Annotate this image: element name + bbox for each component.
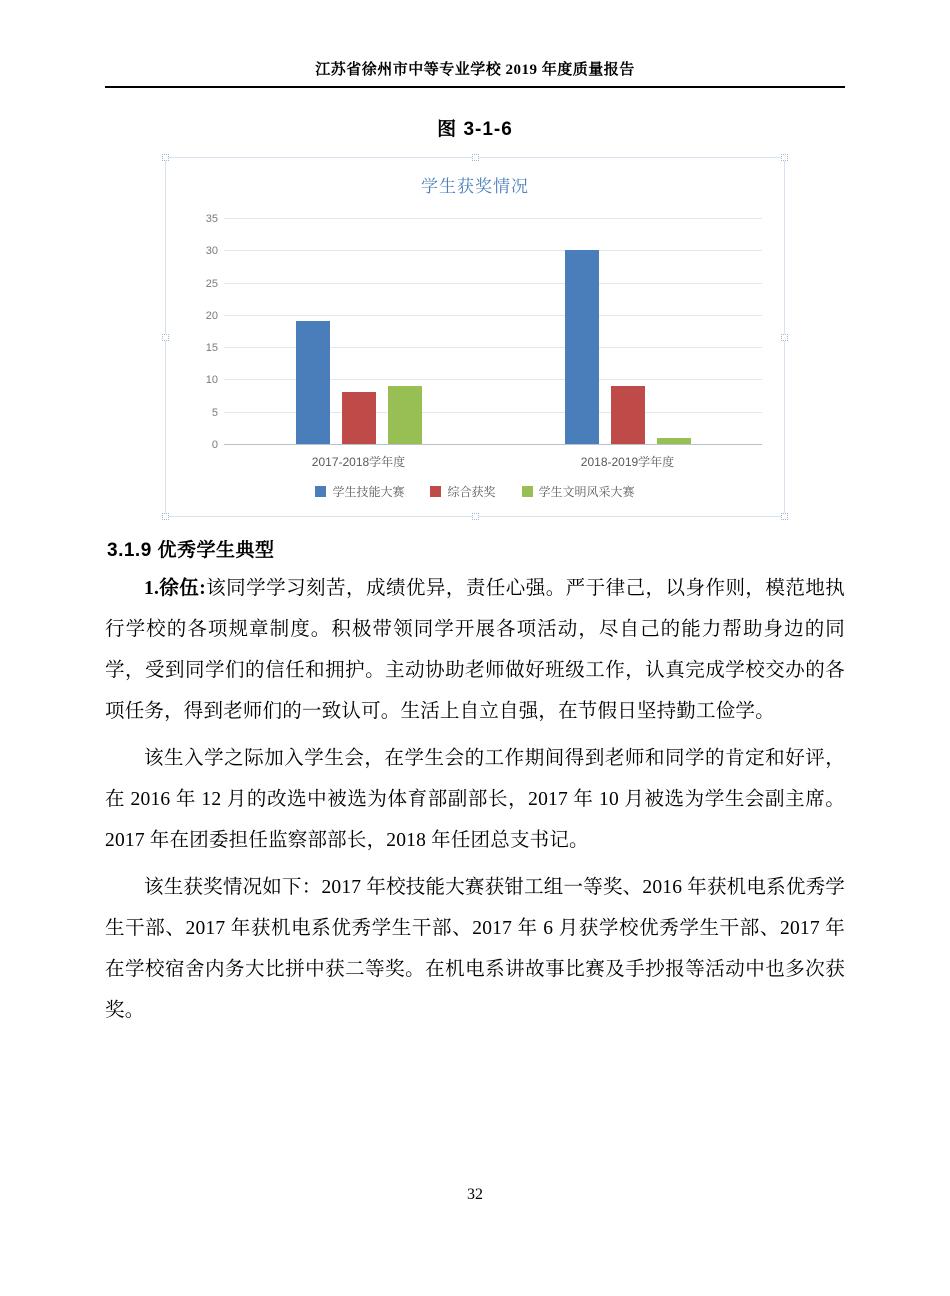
y-axis-tick-label: 25 [205, 277, 218, 290]
bar [611, 386, 645, 444]
paragraph-2: 该生入学之际加入学生会，在学生会的工作期间得到老师和同学的肯定和好评，在 2016 年 12 月的改选中被选为体育部副部长，2017 年 10 月被选为学生会副主席。2017 年在团委担任监察部部长，2018 年任团总支书记。 [105, 748, 845, 851]
running-title: 江苏省徐州市中等专业学校 2019 年度质量报告 [315, 62, 635, 78]
legend-item [430, 483, 495, 500]
legend-swatch [315, 486, 326, 497]
legend-label: 学生技能大赛 [332, 485, 405, 499]
y-axis-tick-label: 10 [205, 374, 218, 387]
resize-handle-middle-left[interactable] [162, 334, 169, 341]
y-axis-tick-label: 30 [205, 245, 218, 258]
paragraph-3: 该生获奖情况如下：2017 年校技能大赛获钳工组一等奖、2016 年获机电系优秀学生干部、2017 年获机电系优秀学生干部、2017 年 6 月获学校优秀学生干部、2017 年在学校宿舍内务大比拼中获二等奖。在机电系讲故事比赛及手抄报等活动中也多次获奖。 [105, 877, 845, 1021]
paragraph-1 [105, 568, 845, 732]
paragraph-1-lead-name: 徐伍: [159, 578, 206, 599]
chart-bars [224, 218, 762, 469]
paragraph-1-text: 该同学学习刻苦，成绩优异，责任心强。严于律己，以身作则，模范地执行学校的各项规章制度。积极带领同学开展各项活动，尽自己的能力帮助身边的同学，受到同学们的信任和拥护。主动协助老师做好班级工作，认真完成学校交办的各项任务，得到老师们的一致认可。生活上自立自强，在节假日坚持勤工俭学。 [105, 578, 845, 722]
resize-handle-bottom-left[interactable] [162, 513, 169, 520]
section-heading: 3.1.9 优秀学生典型 [107, 540, 275, 561]
resize-handle-middle-right[interactable] [781, 334, 788, 341]
resize-handle-bottom-center[interactable] [472, 513, 479, 520]
x-axis-tick-label: 2017-2018学年度 [311, 455, 406, 469]
legend-item [315, 483, 404, 500]
y-axis-tick-label: 15 [205, 342, 218, 355]
legend-label: 综合获奖 [447, 485, 496, 499]
chart-legend [166, 483, 784, 500]
y-axis-tick-label: 35 [205, 213, 218, 225]
legend-item [522, 483, 635, 500]
legend-label: 学生文明风采大赛 [538, 485, 635, 499]
gridline [211, 439, 762, 451]
resize-handle-top-center[interactable] [472, 154, 479, 161]
resize-handle-top-right[interactable] [781, 154, 788, 161]
page-number: 32 [467, 1186, 483, 1203]
page-header [105, 0, 845, 88]
header-divider [105, 86, 845, 88]
figure-caption: 图 3-1-6 [437, 119, 513, 140]
legend-swatch [430, 486, 441, 497]
bar [388, 386, 422, 444]
legend-swatch [522, 486, 533, 497]
y-axis-tick-label: 0 [211, 439, 218, 451]
bar [296, 321, 330, 444]
paragraph-1-lead-number: 1. [144, 578, 160, 599]
chart-title: 学生获奖情况 [421, 177, 529, 196]
resize-handle-top-left[interactable] [162, 154, 169, 161]
x-axis-tick-label: 2018-2019学年度 [580, 455, 675, 469]
bar [342, 392, 376, 444]
bar [657, 438, 691, 444]
bar-group [224, 218, 493, 469]
chart-plot-area [205, 213, 762, 469]
y-axis-tick-label: 5 [211, 406, 218, 419]
resize-handle-bottom-right[interactable] [781, 513, 788, 520]
chart-container[interactable] [165, 157, 785, 517]
y-axis-tick-label: 20 [205, 309, 218, 322]
bar-group [493, 218, 762, 469]
bar [565, 250, 599, 444]
